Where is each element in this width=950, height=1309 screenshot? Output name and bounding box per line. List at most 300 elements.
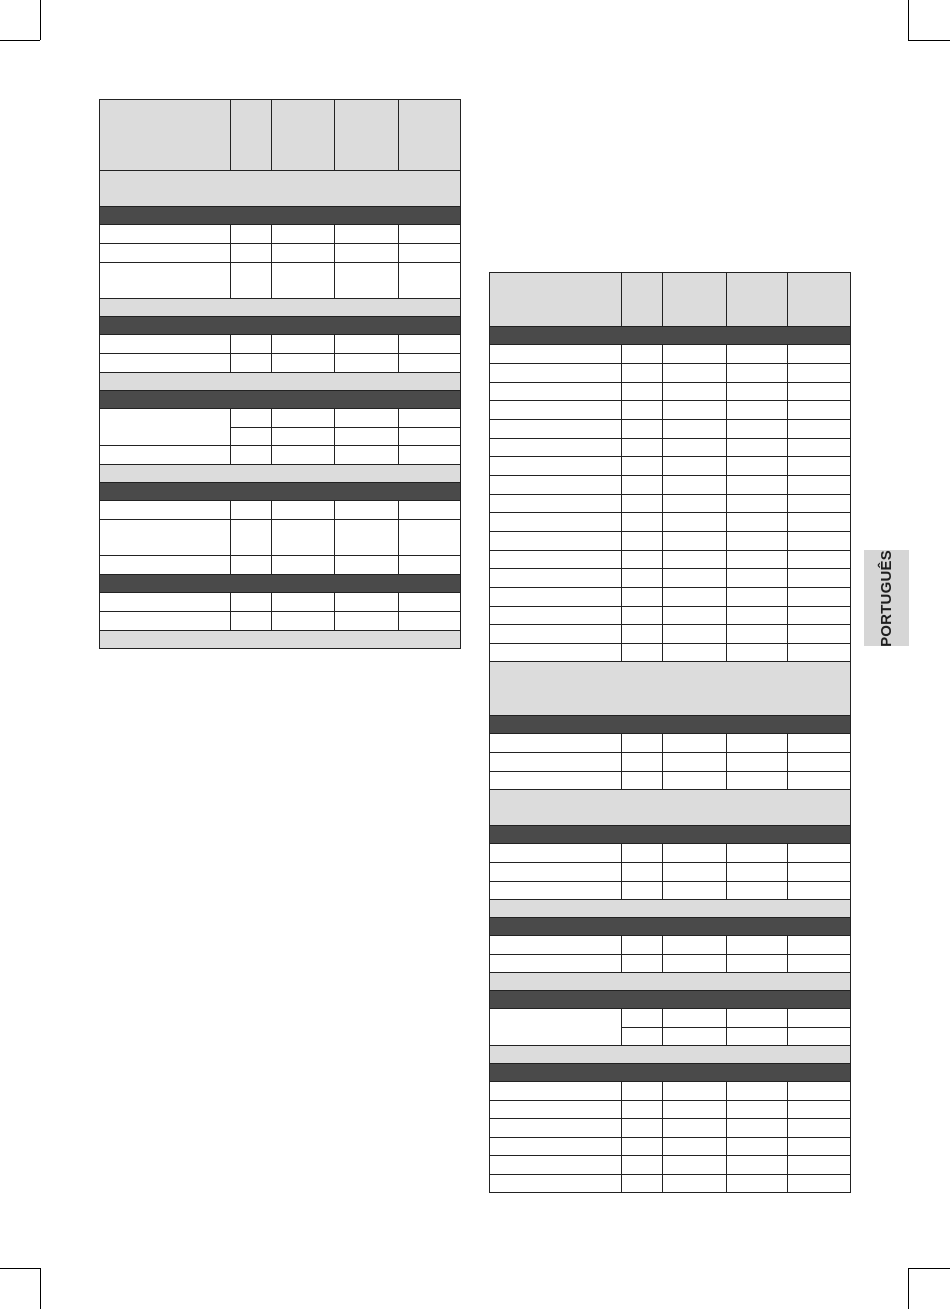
crop-mark bbox=[908, 40, 950, 41]
table-cell bbox=[788, 1101, 851, 1119]
table-cell bbox=[727, 476, 788, 495]
table-row bbox=[490, 532, 851, 551]
table-cell bbox=[100, 446, 231, 465]
table-cell bbox=[788, 882, 851, 900]
table-cell bbox=[399, 428, 461, 446]
table-cell bbox=[622, 476, 663, 495]
table-cell bbox=[727, 383, 788, 401]
table-cell bbox=[272, 263, 335, 299]
section-cell bbox=[490, 973, 851, 991]
table-cell bbox=[663, 513, 727, 532]
table-cell bbox=[272, 446, 335, 465]
table-cell bbox=[490, 1009, 622, 1046]
section-cell bbox=[490, 1046, 851, 1064]
table-cell bbox=[663, 936, 727, 955]
column-header-cell bbox=[490, 273, 622, 327]
table-row bbox=[100, 244, 461, 263]
table-cell bbox=[231, 446, 272, 465]
table-cell bbox=[335, 428, 399, 446]
table-cell bbox=[727, 644, 788, 662]
table-row bbox=[100, 225, 461, 244]
section-header-row bbox=[100, 631, 461, 649]
table-cell bbox=[622, 936, 663, 955]
section-cell bbox=[490, 327, 851, 345]
table-cell bbox=[399, 593, 461, 612]
table-cell bbox=[490, 1119, 622, 1138]
table-cell bbox=[727, 345, 788, 364]
table-cell bbox=[622, 844, 663, 863]
table-cell bbox=[788, 439, 851, 457]
column-header-cell bbox=[788, 273, 851, 327]
table-cell bbox=[788, 1119, 851, 1138]
table-cell bbox=[231, 225, 272, 244]
table-cell bbox=[788, 476, 851, 495]
table-row bbox=[100, 335, 461, 354]
table-cell bbox=[727, 753, 788, 772]
table-cell bbox=[788, 772, 851, 790]
table-cell bbox=[399, 244, 461, 263]
table-cell bbox=[622, 753, 663, 772]
table-cell bbox=[490, 863, 622, 882]
table-cell bbox=[727, 1156, 788, 1175]
table-cell bbox=[100, 409, 231, 446]
table-cell bbox=[663, 1009, 727, 1028]
table-cell bbox=[622, 734, 663, 753]
table-cell bbox=[788, 1009, 851, 1028]
table-row bbox=[490, 734, 851, 753]
table-cell bbox=[490, 439, 622, 457]
table-cell bbox=[727, 439, 788, 457]
table-cell bbox=[663, 345, 727, 364]
category-header-row bbox=[100, 207, 461, 225]
table-cell bbox=[272, 593, 335, 612]
table-cell bbox=[335, 354, 399, 373]
table-cell bbox=[231, 593, 272, 612]
right-table bbox=[489, 272, 851, 1193]
section-header-row bbox=[100, 373, 461, 391]
table-cell bbox=[622, 345, 663, 364]
table-cell bbox=[663, 863, 727, 882]
table-cell bbox=[231, 612, 272, 631]
table-cell bbox=[231, 263, 272, 299]
section-header-row bbox=[100, 465, 461, 483]
table-cell bbox=[622, 1009, 663, 1028]
table-cell bbox=[272, 335, 335, 354]
table-cell bbox=[727, 607, 788, 625]
table-cell bbox=[788, 532, 851, 551]
table-cell bbox=[727, 1175, 788, 1193]
table-cell bbox=[727, 625, 788, 644]
table-cell bbox=[727, 882, 788, 900]
table-cell bbox=[622, 495, 663, 513]
section-cell bbox=[490, 826, 851, 844]
column-header-cell bbox=[727, 273, 788, 327]
table-cell bbox=[663, 625, 727, 644]
table-cell bbox=[100, 593, 231, 612]
table-row bbox=[490, 345, 851, 364]
table-cell bbox=[100, 263, 231, 299]
table-cell bbox=[622, 772, 663, 790]
table-cell bbox=[622, 1028, 663, 1046]
table-row bbox=[100, 556, 461, 575]
section-header-row bbox=[490, 1046, 851, 1064]
table-cell bbox=[231, 409, 272, 428]
table-row bbox=[490, 1009, 851, 1028]
table-row bbox=[490, 1082, 851, 1101]
table-cell bbox=[727, 1082, 788, 1101]
table-cell bbox=[272, 612, 335, 631]
table-cell bbox=[231, 335, 272, 354]
table-cell bbox=[788, 495, 851, 513]
table-cell bbox=[490, 532, 622, 551]
table-cell bbox=[335, 612, 399, 631]
crop-mark bbox=[0, 40, 40, 41]
table-cell bbox=[663, 1156, 727, 1175]
category-header-row bbox=[490, 991, 851, 1009]
column-header-cell bbox=[272, 100, 335, 171]
table-cell bbox=[490, 734, 622, 753]
table-cell bbox=[335, 244, 399, 263]
table-cell bbox=[622, 955, 663, 973]
crop-mark bbox=[908, 1268, 909, 1309]
table-row bbox=[490, 644, 851, 662]
section-cell bbox=[100, 575, 461, 593]
crop-mark bbox=[0, 1268, 40, 1269]
table-cell bbox=[622, 420, 663, 439]
table-cell bbox=[490, 457, 622, 476]
table-cell bbox=[622, 863, 663, 882]
table-cell bbox=[622, 569, 663, 588]
table-cell bbox=[788, 513, 851, 532]
table-cell bbox=[788, 936, 851, 955]
language-tab bbox=[864, 550, 909, 646]
table-cell bbox=[490, 955, 622, 973]
table-cell bbox=[272, 428, 335, 446]
table-cell bbox=[335, 335, 399, 354]
section-cell bbox=[100, 465, 461, 483]
table-row bbox=[100, 446, 461, 465]
table-row bbox=[490, 1175, 851, 1193]
section-header-row bbox=[490, 790, 851, 826]
table-cell bbox=[100, 335, 231, 354]
table-cell bbox=[788, 753, 851, 772]
table-row bbox=[490, 844, 851, 863]
table-cell bbox=[399, 520, 461, 556]
table-cell bbox=[663, 607, 727, 625]
table-cell bbox=[663, 1101, 727, 1119]
category-header-row bbox=[100, 575, 461, 593]
table-cell bbox=[622, 1101, 663, 1119]
column-header-cell bbox=[622, 273, 663, 327]
table-cell bbox=[622, 1175, 663, 1193]
table-row bbox=[490, 364, 851, 383]
table-row bbox=[490, 772, 851, 790]
table-cell bbox=[100, 225, 231, 244]
table-cell bbox=[788, 844, 851, 863]
table-cell bbox=[490, 936, 622, 955]
table-cell bbox=[663, 753, 727, 772]
table-cell bbox=[663, 495, 727, 513]
table-cell bbox=[100, 244, 231, 263]
table-cell bbox=[490, 495, 622, 513]
section-cell bbox=[490, 716, 851, 734]
table-cell bbox=[231, 556, 272, 575]
section-cell bbox=[100, 631, 461, 649]
table-cell bbox=[663, 955, 727, 973]
table-row bbox=[100, 354, 461, 373]
table-cell bbox=[727, 513, 788, 532]
table-cell bbox=[788, 625, 851, 644]
table-cell bbox=[335, 593, 399, 612]
table-cell bbox=[663, 383, 727, 401]
table-cell bbox=[490, 569, 622, 588]
table-cell bbox=[231, 501, 272, 520]
table-cell bbox=[727, 1101, 788, 1119]
table-cell bbox=[663, 569, 727, 588]
table-cell bbox=[663, 476, 727, 495]
table-cell bbox=[788, 607, 851, 625]
table-cell bbox=[788, 863, 851, 882]
table-cell bbox=[490, 625, 622, 644]
table-cell bbox=[788, 644, 851, 662]
table-cell bbox=[727, 364, 788, 383]
table-row bbox=[490, 569, 851, 588]
category-header-row bbox=[490, 826, 851, 844]
table-cell bbox=[490, 383, 622, 401]
table-row bbox=[490, 607, 851, 625]
table-cell bbox=[490, 1101, 622, 1119]
table-cell bbox=[490, 644, 622, 662]
table-cell bbox=[490, 588, 622, 607]
table-cell bbox=[100, 612, 231, 631]
table-cell bbox=[727, 844, 788, 863]
section-header-row bbox=[100, 299, 461, 317]
column-header-row bbox=[100, 100, 461, 171]
table-cell bbox=[788, 345, 851, 364]
table-cell bbox=[788, 1175, 851, 1193]
table-cell bbox=[490, 513, 622, 532]
table-cell bbox=[231, 354, 272, 373]
table-cell bbox=[490, 420, 622, 439]
table-cell bbox=[727, 1138, 788, 1156]
table-cell bbox=[727, 734, 788, 753]
table-cell bbox=[100, 354, 231, 373]
table-cell bbox=[399, 225, 461, 244]
table-cell bbox=[663, 1138, 727, 1156]
column-header-cell bbox=[399, 100, 461, 171]
table-cell bbox=[399, 556, 461, 575]
section-cell bbox=[490, 790, 851, 826]
section-cell bbox=[100, 317, 461, 335]
table-row bbox=[100, 501, 461, 520]
section-header-row bbox=[490, 662, 851, 716]
table-cell bbox=[622, 625, 663, 644]
table-cell bbox=[622, 401, 663, 420]
table-cell bbox=[788, 551, 851, 569]
table-row bbox=[100, 593, 461, 612]
table-cell bbox=[272, 244, 335, 263]
table-cell bbox=[100, 501, 231, 520]
table-cell bbox=[663, 1082, 727, 1101]
column-header-cell bbox=[100, 100, 231, 171]
table-cell bbox=[622, 551, 663, 569]
table-cell bbox=[663, 1119, 727, 1138]
table-cell bbox=[399, 263, 461, 299]
table-cell bbox=[490, 844, 622, 863]
table-cell bbox=[100, 556, 231, 575]
table-cell bbox=[490, 1156, 622, 1175]
table-cell bbox=[335, 263, 399, 299]
table-cell bbox=[622, 364, 663, 383]
table-cell bbox=[727, 955, 788, 973]
table-cell bbox=[663, 588, 727, 607]
category-header-row bbox=[490, 1064, 851, 1082]
table-cell bbox=[727, 936, 788, 955]
table-cell bbox=[490, 1082, 622, 1101]
column-header-cell bbox=[663, 273, 727, 327]
table-cell bbox=[231, 520, 272, 556]
table-cell bbox=[490, 607, 622, 625]
table-cell bbox=[727, 772, 788, 790]
table-cell bbox=[788, 401, 851, 420]
table-cell bbox=[788, 364, 851, 383]
table-cell bbox=[622, 1138, 663, 1156]
table-cell bbox=[622, 644, 663, 662]
table-row bbox=[490, 383, 851, 401]
table-row bbox=[490, 936, 851, 955]
table-cell bbox=[272, 520, 335, 556]
table-cell bbox=[788, 955, 851, 973]
table-cell bbox=[663, 772, 727, 790]
table-cell bbox=[663, 420, 727, 439]
table-cell bbox=[788, 1082, 851, 1101]
table-row bbox=[100, 263, 461, 299]
table-cell bbox=[399, 409, 461, 428]
table-cell bbox=[788, 1138, 851, 1156]
table-cell bbox=[272, 409, 335, 428]
table-cell bbox=[231, 244, 272, 263]
table-cell bbox=[727, 588, 788, 607]
table-cell bbox=[335, 501, 399, 520]
table-cell bbox=[727, 420, 788, 439]
table-cell bbox=[490, 1175, 622, 1193]
table-cell bbox=[788, 734, 851, 753]
table-cell bbox=[100, 520, 231, 556]
table-row bbox=[100, 520, 461, 556]
table-cell bbox=[727, 551, 788, 569]
table-cell bbox=[622, 532, 663, 551]
table-cell bbox=[399, 354, 461, 373]
table-cell bbox=[788, 457, 851, 476]
table-cell bbox=[663, 882, 727, 900]
language-tab-label: PORTUGUÊS bbox=[878, 549, 895, 647]
table-row bbox=[100, 409, 461, 428]
category-header-row bbox=[490, 327, 851, 345]
table-cell bbox=[663, 439, 727, 457]
table-row bbox=[490, 1156, 851, 1175]
table-row bbox=[490, 588, 851, 607]
table-cell bbox=[622, 1082, 663, 1101]
section-header-row bbox=[100, 171, 461, 207]
section-cell bbox=[100, 373, 461, 391]
table-cell bbox=[231, 428, 272, 446]
category-header-row bbox=[490, 716, 851, 734]
table-cell bbox=[335, 556, 399, 575]
table-cell bbox=[490, 1138, 622, 1156]
table-cell bbox=[622, 457, 663, 476]
section-cell bbox=[490, 918, 851, 936]
table-cell bbox=[788, 420, 851, 439]
table-cell bbox=[399, 335, 461, 354]
table-cell bbox=[788, 1028, 851, 1046]
table-cell bbox=[490, 551, 622, 569]
table-cell bbox=[622, 439, 663, 457]
section-cell bbox=[100, 299, 461, 317]
category-header-row bbox=[100, 317, 461, 335]
table-cell bbox=[490, 772, 622, 790]
table-cell bbox=[788, 1156, 851, 1175]
table-row bbox=[490, 457, 851, 476]
table-cell bbox=[399, 446, 461, 465]
table-row bbox=[490, 513, 851, 532]
table-cell bbox=[622, 513, 663, 532]
table-cell bbox=[727, 401, 788, 420]
table-cell bbox=[727, 1119, 788, 1138]
table-cell bbox=[335, 520, 399, 556]
table-cell bbox=[663, 644, 727, 662]
table-row bbox=[490, 1101, 851, 1119]
crop-mark bbox=[908, 1268, 950, 1269]
table-cell bbox=[663, 532, 727, 551]
table-cell bbox=[663, 401, 727, 420]
table-cell bbox=[335, 225, 399, 244]
section-header-row bbox=[490, 973, 851, 991]
column-header-cell bbox=[335, 100, 399, 171]
table-cell bbox=[272, 225, 335, 244]
table-cell bbox=[622, 588, 663, 607]
table-row bbox=[490, 863, 851, 882]
table-row bbox=[490, 420, 851, 439]
table-cell bbox=[335, 446, 399, 465]
section-cell bbox=[490, 900, 851, 918]
table-cell bbox=[490, 882, 622, 900]
table-cell bbox=[399, 612, 461, 631]
table-cell bbox=[490, 476, 622, 495]
table-cell bbox=[490, 753, 622, 772]
table-cell bbox=[727, 863, 788, 882]
column-header-row bbox=[490, 273, 851, 327]
table-cell bbox=[788, 588, 851, 607]
table-cell bbox=[622, 1156, 663, 1175]
table-cell bbox=[663, 844, 727, 863]
table-cell bbox=[490, 364, 622, 383]
table-cell bbox=[727, 532, 788, 551]
table-row bbox=[490, 625, 851, 644]
table-row bbox=[100, 612, 461, 631]
table-cell bbox=[788, 383, 851, 401]
section-header-row bbox=[490, 900, 851, 918]
section-cell bbox=[100, 483, 461, 501]
table-row bbox=[490, 955, 851, 973]
table-cell bbox=[490, 345, 622, 364]
section-cell bbox=[100, 391, 461, 409]
table-cell bbox=[622, 882, 663, 900]
table-cell bbox=[727, 1009, 788, 1028]
table-row bbox=[490, 551, 851, 569]
section-cell bbox=[100, 171, 461, 207]
table-cell bbox=[490, 401, 622, 420]
section-cell bbox=[490, 991, 851, 1009]
